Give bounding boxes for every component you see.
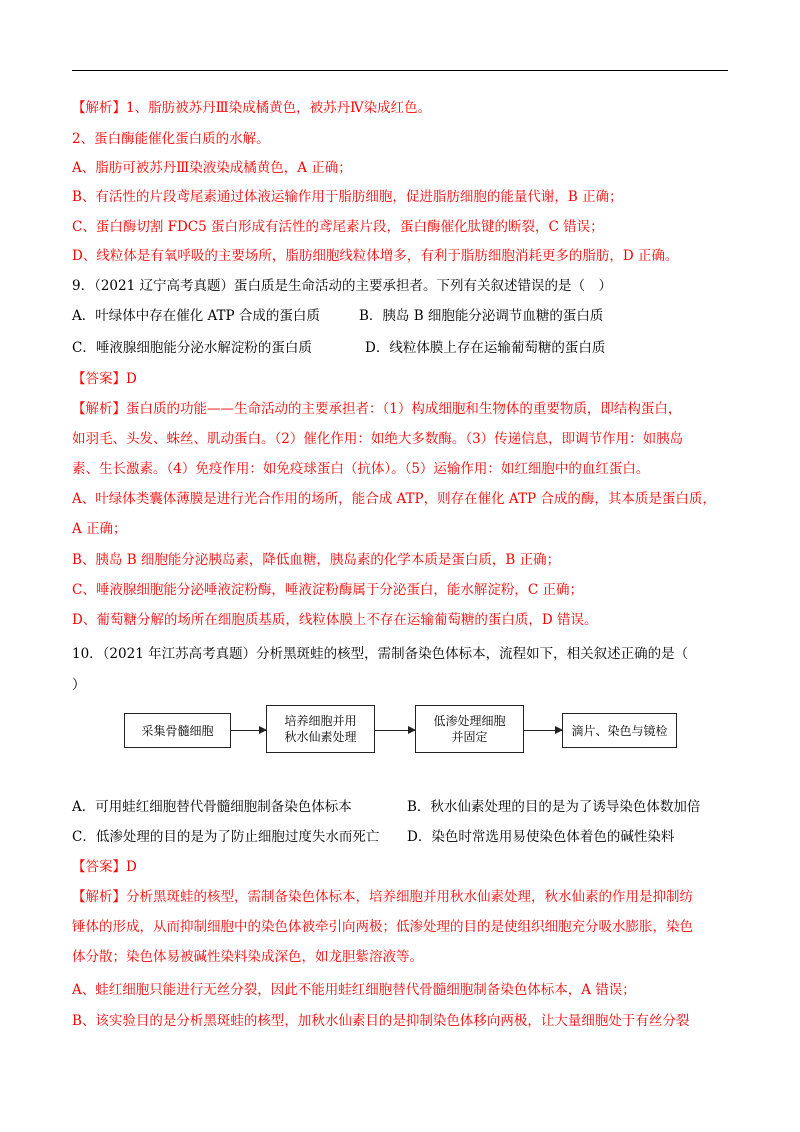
question-10-option-c: C．低渗处理的目的是为了防止细胞过度失水而死亡 — [72, 829, 380, 845]
question-9-explanation: C、唾液腺细胞能分泌唾液淀粉酶，唾液淀粉酶属于分泌蛋白，能水解淀粉，C 正确； — [72, 582, 583, 598]
question-9-explanation: 素、生长激素。（4）免疫作用：如免疫球蛋白（抗体）。（5）运输作用：如红细胞中的血红蛋白。 — [72, 461, 650, 477]
question-10-option-d: D．染色时常选用易使染色体着色的碱性染料 — [407, 829, 675, 845]
flow-step-culture-colchicine: 培养细胞并用 秋水仙素处理 — [266, 705, 375, 753]
question-10-explanation: 体分散；染色体易被碱性染料染成深色，如龙胆紫溶液等。 — [72, 949, 423, 965]
question-9-explanation: B、胰岛 B 细胞能分泌胰岛素，降低血糖，胰岛素的化学本质是蛋白质，B 正确； — [72, 552, 561, 568]
question-9-option-a: A．叶绿体中存在催化 ATP 合成的蛋白质 — [72, 308, 320, 324]
explanation-line: 2、蛋白酶能催化蛋白质的水解。 — [72, 131, 270, 147]
explanation-line: D、线粒体是有氧呼吸的主要场所，脂肪细胞线粒体增多，有利于脂肪细胞消耗更多的脂肪，D 正确。 — [72, 248, 679, 264]
question-9-option-c: C．唾液腺细胞能分泌水解淀粉的蛋白质 — [72, 340, 312, 356]
question-9-option-d: D．线粒体膜上存在运输葡萄糖的蛋白质 — [365, 340, 606, 356]
flow-step-collect-cells: 采集骨髓细胞 — [124, 713, 231, 748]
question-9-explanation: 【解析】蛋白质的功能——生命活动的主要承担者：（1）构成细胞和生物体的重要物质，即结构蛋白， — [72, 401, 682, 417]
header-rule — [72, 70, 728, 71]
explanation-line: A、脂肪可被苏丹Ⅲ染液染成橘黄色，A 正确； — [72, 160, 352, 176]
explanation-line: B、有活性的片段鸢尾素通过体液运输作用于脂肪细胞，促进脂肪细胞的能量代谢，B 正确； — [72, 189, 623, 205]
question-9-explanation: D、葡萄糖分解的场所在细胞质基质，线粒体膜上不存在运输葡萄糖的蛋白质，D 错误。 — [72, 612, 598, 628]
explanation-line: C、蛋白酶切割 FDC5 蛋白形成有活性的鸢尾素片段，蛋白酶催化肽键的断裂，C 错误； — [72, 219, 604, 235]
question-10-stem-end: ） — [72, 677, 86, 693]
question-9-explanation: 如羽毛、头发、蛛丝、肌动蛋白。（2）催化作用：如绝大多数酶。（3）传递信息，即调节作用：如胰岛 — [72, 431, 684, 447]
explanation-line: 【解析】1、脂肪被苏丹Ⅲ染成橘黄色，被苏丹Ⅳ染成红色。 — [72, 100, 432, 116]
question-10-explanation: 【解析】分析黑斑蛙的核型，需制备染色体标本，培养细胞并用秋水仙素处理，秋水仙素的作用是抑制纺 — [72, 889, 693, 905]
question-10-explanation: A、蛙红细胞只能进行无丝分裂，因此不能用蛙红细胞替代骨髓细胞制备染色体标本，A 错误； — [72, 982, 636, 998]
flow-step-stain-observe: 滴片、染色与镜检 — [562, 713, 677, 748]
question-9-explanation: A、叶绿体类囊体薄膜是进行光合作用的场所，能合成 ATP，则存在催化 ATP 合成的酶，其本质是蛋白质， — [72, 491, 716, 507]
question-9-stem: 9．（2021 辽宁高考真题）蛋白质是生命活动的主要承担者。下列有关叙述错误的是（ ） — [72, 278, 612, 294]
question-10-option-a: A．可用蛙红细胞替代骨髓细胞制备染色体标本 — [72, 799, 352, 815]
question-10-answer: 【答案】D — [72, 859, 137, 875]
flow-arrow — [375, 730, 415, 731]
question-9-option-b: B．胰岛 B 细胞能分泌调节血糖的蛋白质 — [359, 308, 604, 324]
flow-step-hypotonic-fix: 低渗处理细胞 并固定 — [415, 705, 524, 753]
flow-arrow — [524, 730, 562, 731]
question-10-explanation: B、该实验目的是分析黑斑蛙的核型，加秋水仙素目的是抑制染色体移向两极，让大量细胞处于有丝分裂 — [72, 1013, 690, 1029]
question-9-answer: 【答案】D — [72, 371, 137, 387]
question-10-stem: 10．（2021 年江苏高考真题）分析黑斑蛙的核型，需制备染色体标本，流程如下，相关叙述正确的是（ — [72, 646, 689, 662]
question-9-explanation: A 正确； — [72, 521, 127, 537]
question-10-option-b: B．秋水仙素处理的目的是为了诱导染色体数加倍 — [407, 799, 701, 815]
question-10-explanation: 锤体的形成，从而抑制细胞中的染色体被牵引向两极；低渗处理的目的是使组织细胞充分吸水膨胀，染色 — [72, 919, 693, 935]
flow-arrow — [231, 730, 266, 731]
